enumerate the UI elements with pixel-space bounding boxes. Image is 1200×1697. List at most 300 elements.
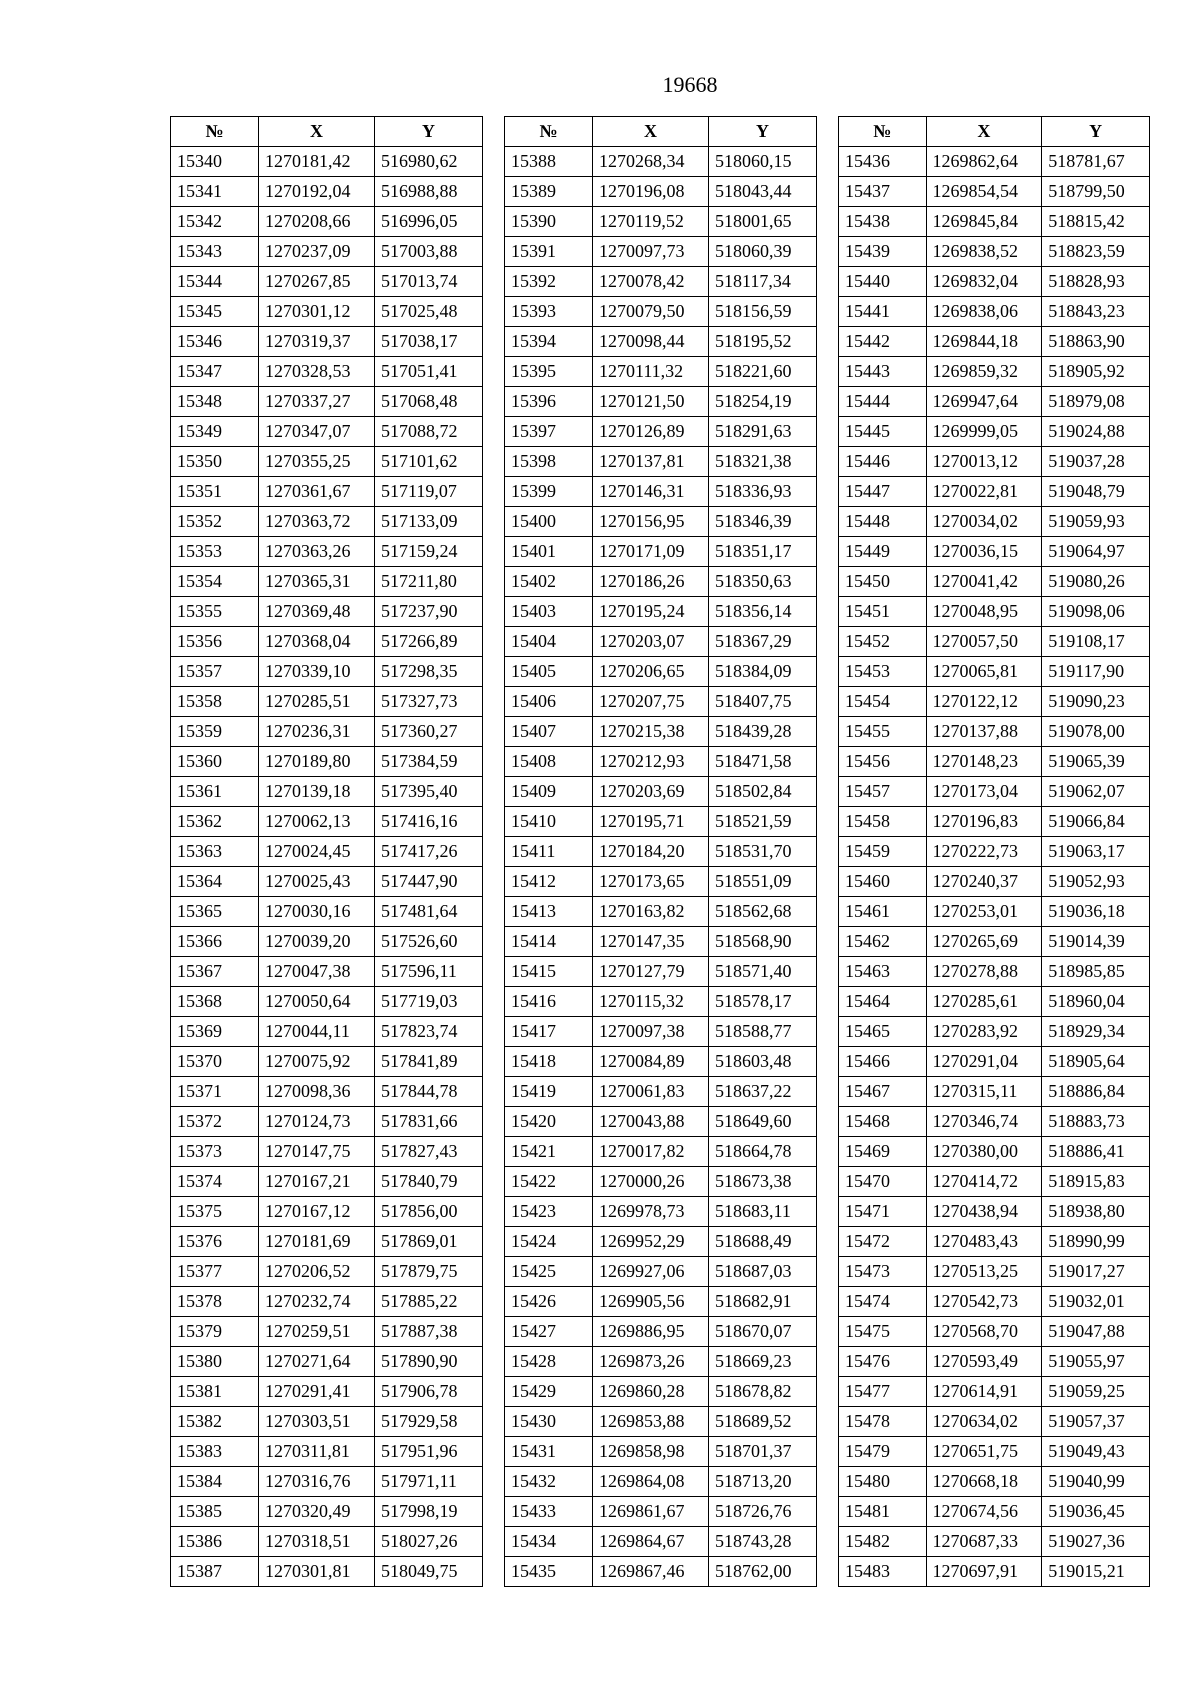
point-number: 15371 <box>171 1077 259 1107</box>
x-coordinate: 1270061,83 <box>593 1077 709 1107</box>
y-coordinate: 519057,37 <box>1042 1407 1150 1437</box>
point-number: 15399 <box>505 477 593 507</box>
point-number: 15412 <box>505 867 593 897</box>
y-coordinate: 518985,85 <box>1042 957 1150 987</box>
point-number: 15354 <box>171 567 259 597</box>
point-number: 15357 <box>171 657 259 687</box>
y-coordinate: 518254,19 <box>709 387 817 417</box>
table-row <box>505 1287 817 1317</box>
table-row <box>505 777 817 807</box>
point-number: 15356 <box>171 627 259 657</box>
y-coordinate: 517013,74 <box>375 267 483 297</box>
table-row <box>171 267 483 297</box>
y-coordinate: 518649,60 <box>709 1107 817 1137</box>
table-row <box>839 1137 1150 1167</box>
y-coordinate: 519047,88 <box>1042 1317 1150 1347</box>
table-row <box>839 507 1150 537</box>
y-coordinate: 519036,18 <box>1042 897 1150 927</box>
table-row <box>171 357 483 387</box>
table-row <box>171 1437 483 1467</box>
x-coordinate: 1270320,49 <box>259 1497 375 1527</box>
table-row <box>505 837 817 867</box>
table-row <box>839 1047 1150 1077</box>
point-number: 15384 <box>171 1467 259 1497</box>
x-coordinate: 1270208,66 <box>259 207 375 237</box>
x-coordinate: 1270215,38 <box>593 717 709 747</box>
y-coordinate: 518905,64 <box>1042 1047 1150 1077</box>
y-coordinate: 517119,07 <box>375 477 483 507</box>
table-row <box>505 477 817 507</box>
x-coordinate: 1270186,26 <box>593 567 709 597</box>
y-coordinate: 517856,00 <box>375 1197 483 1227</box>
x-coordinate: 1270316,76 <box>259 1467 375 1497</box>
x-coordinate: 1270369,48 <box>259 597 375 627</box>
y-coordinate: 518001,65 <box>709 207 817 237</box>
point-number: 15393 <box>505 297 593 327</box>
point-number: 15443 <box>839 357 927 387</box>
x-coordinate: 1270328,53 <box>259 357 375 387</box>
y-coordinate: 518291,63 <box>709 417 817 447</box>
y-coordinate: 517526,60 <box>375 927 483 957</box>
point-number: 15358 <box>171 687 259 717</box>
table-row <box>505 1527 817 1557</box>
x-coordinate: 1270041,42 <box>926 567 1042 597</box>
x-coordinate: 1269862,64 <box>926 147 1042 177</box>
point-number: 15379 <box>171 1317 259 1347</box>
point-number: 15441 <box>839 297 927 327</box>
y-coordinate: 517827,43 <box>375 1137 483 1167</box>
point-number: 15396 <box>505 387 593 417</box>
y-coordinate: 517447,90 <box>375 867 483 897</box>
point-number: 15372 <box>171 1107 259 1137</box>
table-row <box>505 1407 817 1437</box>
point-number: 15394 <box>505 327 593 357</box>
table-row <box>839 1317 1150 1347</box>
x-coordinate: 1270119,52 <box>593 207 709 237</box>
table-row <box>505 237 817 267</box>
x-coordinate: 1270181,42 <box>259 147 375 177</box>
x-coordinate: 1270634,02 <box>926 1407 1042 1437</box>
point-number: 15397 <box>505 417 593 447</box>
table-row <box>839 1407 1150 1437</box>
point-number: 15472 <box>839 1227 927 1257</box>
table-row <box>171 147 483 177</box>
point-number: 15359 <box>171 717 259 747</box>
y-coordinate: 518669,23 <box>709 1347 817 1377</box>
x-coordinate: 1270380,00 <box>926 1137 1042 1167</box>
y-coordinate: 518938,80 <box>1042 1197 1150 1227</box>
table-row <box>505 687 817 717</box>
y-coordinate: 518689,52 <box>709 1407 817 1437</box>
y-coordinate: 518990,99 <box>1042 1227 1150 1257</box>
table-row <box>505 747 817 777</box>
table-row <box>505 897 817 927</box>
table-row <box>505 1197 817 1227</box>
y-coordinate: 517719,03 <box>375 987 483 1017</box>
table-row <box>505 267 817 297</box>
point-number: 15369 <box>171 1017 259 1047</box>
table-row <box>505 417 817 447</box>
table-row <box>839 597 1150 627</box>
table-row <box>839 927 1150 957</box>
header-y: Y <box>375 117 483 147</box>
point-number: 15426 <box>505 1287 593 1317</box>
x-coordinate: 1270147,35 <box>593 927 709 957</box>
y-coordinate: 517417,26 <box>375 837 483 867</box>
x-coordinate: 1270167,21 <box>259 1167 375 1197</box>
table-row <box>171 1407 483 1437</box>
y-coordinate: 518815,42 <box>1042 207 1150 237</box>
point-number: 15409 <box>505 777 593 807</box>
x-coordinate: 1269864,08 <box>593 1467 709 1497</box>
x-coordinate: 1270163,82 <box>593 897 709 927</box>
x-coordinate: 1270240,37 <box>926 867 1042 897</box>
point-number: 15465 <box>839 1017 927 1047</box>
header-x: X <box>259 117 375 147</box>
y-coordinate: 519090,23 <box>1042 687 1150 717</box>
y-coordinate: 518060,39 <box>709 237 817 267</box>
point-number: 15417 <box>505 1017 593 1047</box>
point-number: 15420 <box>505 1107 593 1137</box>
point-number: 15453 <box>839 657 927 687</box>
table-row <box>839 897 1150 927</box>
y-coordinate: 518688,49 <box>709 1227 817 1257</box>
point-number: 15405 <box>505 657 593 687</box>
x-coordinate: 1270013,12 <box>926 447 1042 477</box>
y-coordinate: 519032,01 <box>1042 1287 1150 1317</box>
table-row <box>839 297 1150 327</box>
point-number: 15388 <box>505 147 593 177</box>
table-row <box>839 1017 1150 1047</box>
table-row <box>839 807 1150 837</box>
point-number: 15463 <box>839 957 927 987</box>
y-coordinate: 517906,78 <box>375 1377 483 1407</box>
x-coordinate: 1270167,12 <box>259 1197 375 1227</box>
point-number: 15389 <box>505 177 593 207</box>
x-coordinate: 1269947,64 <box>926 387 1042 417</box>
table-row <box>505 537 817 567</box>
y-coordinate: 518960,04 <box>1042 987 1150 1017</box>
point-number: 15343 <box>171 237 259 267</box>
table-row <box>839 267 1150 297</box>
table-row <box>505 507 817 537</box>
table-row <box>171 1047 483 1077</box>
table-row <box>505 567 817 597</box>
table-row <box>171 537 483 567</box>
x-coordinate: 1270173,04 <box>926 777 1042 807</box>
table-row <box>505 1317 817 1347</box>
table-row <box>839 687 1150 717</box>
x-coordinate: 1269861,67 <box>593 1497 709 1527</box>
x-coordinate: 1270222,73 <box>926 837 1042 867</box>
table-row <box>839 957 1150 987</box>
y-coordinate: 519063,17 <box>1042 837 1150 867</box>
y-coordinate: 519062,07 <box>1042 777 1150 807</box>
y-coordinate: 518687,03 <box>709 1257 817 1287</box>
point-number: 15422 <box>505 1167 593 1197</box>
y-coordinate: 517879,75 <box>375 1257 483 1287</box>
y-coordinate: 518979,08 <box>1042 387 1150 417</box>
table-row <box>171 1017 483 1047</box>
table-row <box>839 237 1150 267</box>
point-number: 15415 <box>505 957 593 987</box>
point-number: 15344 <box>171 267 259 297</box>
table-row <box>505 1557 817 1587</box>
table-row <box>171 927 483 957</box>
x-coordinate: 1270207,75 <box>593 687 709 717</box>
table-row <box>839 447 1150 477</box>
point-number: 15434 <box>505 1527 593 1557</box>
point-number: 15439 <box>839 237 927 267</box>
point-number: 15391 <box>505 237 593 267</box>
x-coordinate: 1269838,06 <box>926 297 1042 327</box>
x-coordinate: 1270668,18 <box>926 1467 1042 1497</box>
point-number: 15449 <box>839 537 927 567</box>
x-coordinate: 1269838,52 <box>926 237 1042 267</box>
y-coordinate: 516988,88 <box>375 177 483 207</box>
y-coordinate: 517869,01 <box>375 1227 483 1257</box>
point-number: 15362 <box>171 807 259 837</box>
table-row <box>839 1527 1150 1557</box>
y-coordinate: 518929,34 <box>1042 1017 1150 1047</box>
point-number: 15442 <box>839 327 927 357</box>
table-row <box>171 597 483 627</box>
x-coordinate: 1270195,24 <box>593 597 709 627</box>
y-coordinate: 517211,80 <box>375 567 483 597</box>
x-coordinate: 1270346,74 <box>926 1107 1042 1137</box>
x-coordinate: 1270339,10 <box>259 657 375 687</box>
point-number: 15368 <box>171 987 259 1017</box>
point-number: 15469 <box>839 1137 927 1167</box>
x-coordinate: 1269853,88 <box>593 1407 709 1437</box>
y-coordinate: 517844,78 <box>375 1077 483 1107</box>
x-coordinate: 1270203,69 <box>593 777 709 807</box>
header-num: № <box>839 117 927 147</box>
x-coordinate: 1270075,92 <box>259 1047 375 1077</box>
table-row <box>505 357 817 387</box>
y-coordinate: 518578,17 <box>709 987 817 1017</box>
point-number: 15433 <box>505 1497 593 1527</box>
y-coordinate: 517384,59 <box>375 747 483 777</box>
x-coordinate: 1270268,34 <box>593 147 709 177</box>
table-row <box>171 987 483 1017</box>
y-coordinate: 518588,77 <box>709 1017 817 1047</box>
y-coordinate: 519015,21 <box>1042 1557 1150 1587</box>
y-coordinate: 517951,96 <box>375 1437 483 1467</box>
table-row <box>505 927 817 957</box>
x-coordinate: 1270363,26 <box>259 537 375 567</box>
y-coordinate: 518568,90 <box>709 927 817 957</box>
x-coordinate: 1270192,04 <box>259 177 375 207</box>
y-coordinate: 518356,14 <box>709 597 817 627</box>
point-number: 15378 <box>171 1287 259 1317</box>
y-coordinate: 518336,93 <box>709 477 817 507</box>
table-row <box>171 1287 483 1317</box>
x-coordinate: 1269854,54 <box>926 177 1042 207</box>
table-row <box>839 657 1150 687</box>
x-coordinate: 1270291,41 <box>259 1377 375 1407</box>
table-row <box>171 237 483 267</box>
table-row <box>505 1227 817 1257</box>
point-number: 15407 <box>505 717 593 747</box>
x-coordinate: 1270047,38 <box>259 957 375 987</box>
x-coordinate: 1270039,20 <box>259 927 375 957</box>
y-coordinate: 517840,79 <box>375 1167 483 1197</box>
table-row <box>839 1197 1150 1227</box>
x-coordinate: 1270048,95 <box>926 597 1042 627</box>
y-coordinate: 518521,59 <box>709 807 817 837</box>
header-y: Y <box>1042 117 1150 147</box>
point-number: 15478 <box>839 1407 927 1437</box>
y-coordinate: 518701,37 <box>709 1437 817 1467</box>
x-coordinate: 1269978,73 <box>593 1197 709 1227</box>
y-coordinate: 518713,20 <box>709 1467 817 1497</box>
y-coordinate: 517890,90 <box>375 1347 483 1377</box>
table-row <box>839 1467 1150 1497</box>
y-coordinate: 519027,36 <box>1042 1527 1150 1557</box>
y-coordinate: 517885,22 <box>375 1287 483 1317</box>
table-header-row <box>505 117 817 147</box>
y-coordinate: 517596,11 <box>375 957 483 987</box>
table-row <box>171 1557 483 1587</box>
x-coordinate: 1270513,25 <box>926 1257 1042 1287</box>
y-coordinate: 517237,90 <box>375 597 483 627</box>
table-row <box>505 147 817 177</box>
table-row <box>839 477 1150 507</box>
x-coordinate: 1270050,64 <box>259 987 375 1017</box>
point-number: 15466 <box>839 1047 927 1077</box>
x-coordinate: 1269927,06 <box>593 1257 709 1287</box>
x-coordinate: 1270084,89 <box>593 1047 709 1077</box>
y-coordinate: 518673,38 <box>709 1167 817 1197</box>
x-coordinate: 1269859,32 <box>926 357 1042 387</box>
y-coordinate: 518407,75 <box>709 687 817 717</box>
table-row <box>171 1527 483 1557</box>
point-number: 15480 <box>839 1467 927 1497</box>
y-coordinate: 518905,92 <box>1042 357 1150 387</box>
table-row <box>171 1197 483 1227</box>
point-number: 15455 <box>839 717 927 747</box>
table-row <box>505 1107 817 1137</box>
x-coordinate: 1270361,67 <box>259 477 375 507</box>
y-coordinate: 518726,76 <box>709 1497 817 1527</box>
point-number: 15375 <box>171 1197 259 1227</box>
y-coordinate: 518060,15 <box>709 147 817 177</box>
x-coordinate: 1270303,51 <box>259 1407 375 1437</box>
table-row <box>505 387 817 417</box>
x-coordinate: 1270147,75 <box>259 1137 375 1167</box>
x-coordinate: 1270062,13 <box>259 807 375 837</box>
point-number: 15382 <box>171 1407 259 1437</box>
y-coordinate: 518049,75 <box>375 1557 483 1587</box>
x-coordinate: 1270043,88 <box>593 1107 709 1137</box>
point-number: 15365 <box>171 897 259 927</box>
header-num: № <box>171 117 259 147</box>
header-y: Y <box>709 117 817 147</box>
point-number: 15408 <box>505 747 593 777</box>
point-number: 15451 <box>839 597 927 627</box>
table-row <box>839 1167 1150 1197</box>
x-coordinate: 1270025,43 <box>259 867 375 897</box>
point-number: 15366 <box>171 927 259 957</box>
x-coordinate: 1270542,73 <box>926 1287 1042 1317</box>
y-coordinate: 519048,79 <box>1042 477 1150 507</box>
x-coordinate: 1269832,04 <box>926 267 1042 297</box>
table-row <box>839 147 1150 177</box>
table-row <box>505 1137 817 1167</box>
y-coordinate: 517003,88 <box>375 237 483 267</box>
point-number: 15473 <box>839 1257 927 1287</box>
point-number: 15370 <box>171 1047 259 1077</box>
y-coordinate: 519065,39 <box>1042 747 1150 777</box>
point-number: 15474 <box>839 1287 927 1317</box>
table-row <box>505 867 817 897</box>
y-coordinate: 518562,68 <box>709 897 817 927</box>
point-number: 15345 <box>171 297 259 327</box>
table-row <box>171 657 483 687</box>
y-coordinate: 518502,84 <box>709 777 817 807</box>
y-coordinate: 518683,11 <box>709 1197 817 1227</box>
point-number: 15425 <box>505 1257 593 1287</box>
x-coordinate: 1270301,81 <box>259 1557 375 1587</box>
x-coordinate: 1270283,92 <box>926 1017 1042 1047</box>
table-row <box>839 177 1150 207</box>
point-number: 15413 <box>505 897 593 927</box>
table-row <box>839 867 1150 897</box>
x-coordinate: 1270368,04 <box>259 627 375 657</box>
y-coordinate: 518743,28 <box>709 1527 817 1557</box>
point-number: 15444 <box>839 387 927 417</box>
y-coordinate: 519014,39 <box>1042 927 1150 957</box>
y-coordinate: 518439,28 <box>709 717 817 747</box>
point-number: 15347 <box>171 357 259 387</box>
table-row <box>505 987 817 1017</box>
x-coordinate: 1269845,84 <box>926 207 1042 237</box>
y-coordinate: 518664,78 <box>709 1137 817 1167</box>
x-coordinate: 1270697,91 <box>926 1557 1042 1587</box>
x-coordinate: 1270098,44 <box>593 327 709 357</box>
coordinate-table-3 <box>838 116 1150 1587</box>
table-row <box>171 507 483 537</box>
y-coordinate: 519055,97 <box>1042 1347 1150 1377</box>
x-coordinate: 1270156,95 <box>593 507 709 537</box>
table-row <box>839 717 1150 747</box>
point-number: 15385 <box>171 1497 259 1527</box>
table-row <box>505 1467 817 1497</box>
point-number: 15476 <box>839 1347 927 1377</box>
y-coordinate: 518346,39 <box>709 507 817 537</box>
point-number: 15367 <box>171 957 259 987</box>
point-number: 15392 <box>505 267 593 297</box>
x-coordinate: 1270365,31 <box>259 567 375 597</box>
point-number: 15380 <box>171 1347 259 1377</box>
y-coordinate: 518027,26 <box>375 1527 483 1557</box>
y-coordinate: 519059,25 <box>1042 1377 1150 1407</box>
x-coordinate: 1270189,80 <box>259 747 375 777</box>
point-number: 15346 <box>171 327 259 357</box>
table-row <box>839 1437 1150 1467</box>
y-coordinate: 518384,09 <box>709 657 817 687</box>
x-coordinate: 1270285,51 <box>259 687 375 717</box>
point-number: 15429 <box>505 1377 593 1407</box>
x-coordinate: 1270017,82 <box>593 1137 709 1167</box>
point-number: 15436 <box>839 147 927 177</box>
point-number: 15376 <box>171 1227 259 1257</box>
y-coordinate: 518823,59 <box>1042 237 1150 267</box>
point-number: 15410 <box>505 807 593 837</box>
y-coordinate: 518762,00 <box>709 1557 817 1587</box>
y-coordinate: 519080,26 <box>1042 567 1150 597</box>
